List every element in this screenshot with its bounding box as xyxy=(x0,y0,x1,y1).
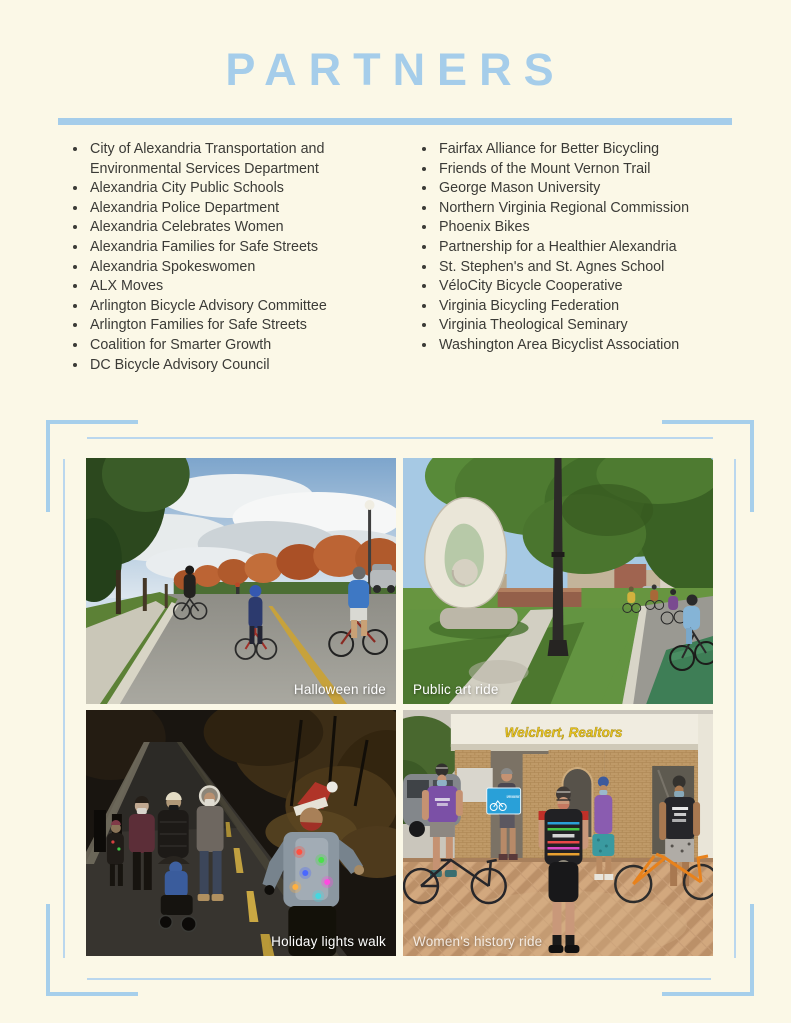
womens-history-ride-illustration xyxy=(403,710,713,956)
photo-caption-halloween-ride: Halloween ride xyxy=(293,682,386,697)
partner-list-item: • Alexandria City Public Schools xyxy=(88,179,407,199)
partner-list-item: • Fairfax Alliance for Better Bicycling xyxy=(437,140,738,160)
photo-womens-history-ride xyxy=(403,710,713,956)
partners-list-left xyxy=(58,140,407,375)
partner-list-item: • Arlington Families for Safe Streets xyxy=(88,316,407,336)
photo-holiday-lights-walk xyxy=(86,710,396,956)
partner-list-item: • Alexandria Families for Safe Streets xyxy=(88,238,407,258)
partner-list-item: • St. Stephen's and St. Agnes School xyxy=(437,258,738,278)
photo-caption-womens-history-ride: Women's history ride xyxy=(413,934,543,949)
partner-list-item: • Friends of the Mount Vernon Trail xyxy=(437,160,738,180)
partner-list-item: • VéloCity Bicycle Cooperative xyxy=(437,277,738,297)
partner-list-item: • George Mason University xyxy=(437,179,738,199)
frame-inner-line-top xyxy=(87,437,713,439)
partner-list-item: • Phoenix Bikes xyxy=(437,218,738,238)
partner-list-item: • Arlington Bicycle Advisory Committee xyxy=(88,297,407,317)
halloween-ride-illustration xyxy=(86,458,396,704)
frame-inner-line-left xyxy=(63,459,65,958)
photo-caption-public-art-ride: Public art ride xyxy=(413,682,499,697)
partner-list-item: • Washington Area Bicyclist Association xyxy=(437,336,738,356)
frame-inner-line-bottom xyxy=(87,978,711,980)
partner-list-item: • Virginia Theological Seminary xyxy=(437,316,738,336)
photo-public-art-ride xyxy=(403,458,713,704)
partners-list-section xyxy=(58,140,738,375)
title-divider-rule xyxy=(58,118,732,125)
holiday-lights-walk-illustration xyxy=(86,710,396,956)
partner-list-item: • Partnership for a Healthier Alexandria xyxy=(437,238,738,258)
public-art-ride-illustration xyxy=(403,458,713,704)
partner-list-item: • Coalition for Smarter Growth xyxy=(88,336,407,356)
partner-list-item: • DC Bicycle Advisory Council xyxy=(88,356,407,376)
photo-caption-holiday-lights-walk: Holiday lights walk xyxy=(271,934,386,949)
partners-list-right xyxy=(407,140,738,375)
partner-list-item: • Virginia Bicycling Federation xyxy=(437,297,738,317)
partner-list-item: • Alexandria Police Department xyxy=(88,199,407,219)
photo-halloween-ride xyxy=(86,458,396,704)
storefront-sign-text: Weichert, Realtors xyxy=(504,724,623,741)
bike-event-sign-text: SUPER FUN BIKE EVENT xyxy=(506,793,520,800)
page-title: PARTNERS xyxy=(225,44,566,95)
photo-grid xyxy=(86,458,713,956)
partner-list-item: • ALX Moves xyxy=(88,277,407,297)
partner-list-item: • Alexandria Spokeswomen xyxy=(88,258,407,278)
partner-list-item: • Northern Virginia Regional Commission xyxy=(437,199,738,219)
frame-inner-line-right xyxy=(734,459,736,958)
partner-list-item: • Alexandria Celebrates Women xyxy=(88,218,407,238)
partner-list-item: • City of Alexandria Transportation and Environmental Services Department xyxy=(88,140,407,179)
